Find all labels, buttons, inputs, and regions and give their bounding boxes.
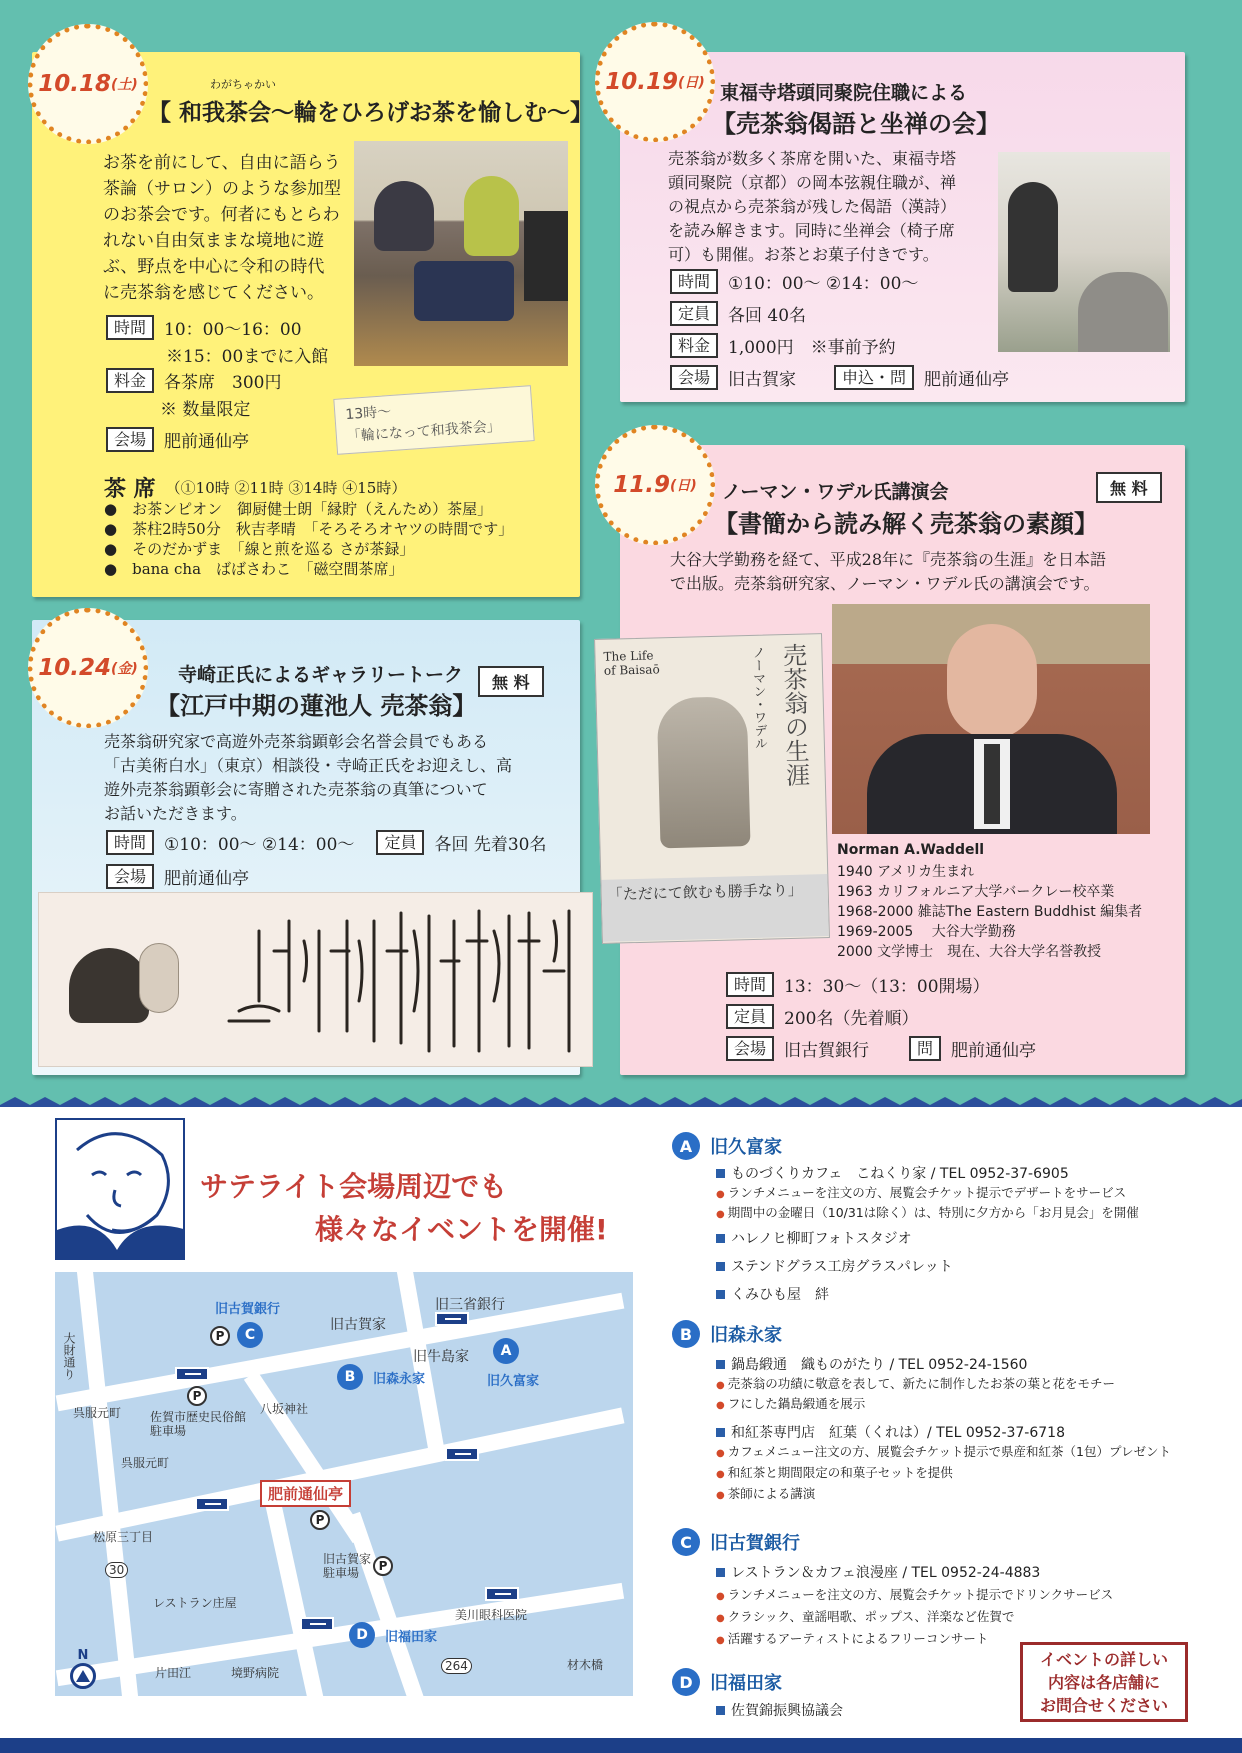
venue-a-name: 旧久富家 [710, 1137, 782, 1158]
venue-row-1019 [670, 365, 1009, 390]
date-badge-1109: 11.9 (日) [595, 425, 715, 545]
body-line: の視点から売茶翁が残した偈語（漢詩） [668, 197, 957, 216]
tea-party-photo [354, 141, 568, 366]
venue-label: 会場 [106, 427, 154, 452]
shop-note: ● 期間中の金曜日（10/31は除く）は、特別に夕方から「お月見会」を開催 [716, 1204, 1139, 1224]
q-value: 肥前通仙亭 [951, 1041, 1037, 1061]
fee-row-1019 [670, 333, 896, 358]
apply-value: 肥前通仙亭 [924, 370, 1010, 390]
promo-line-1: サテライト会場周辺でも [200, 1170, 508, 1203]
time-label: 時間 [106, 830, 154, 855]
bio-line: 1969-2005 大谷大学勤務 [837, 924, 1016, 940]
shop-note: ● カフェメニュー注文の方、展覧会チケット提示で県産和紅茶（1包）プレゼント [716, 1443, 1171, 1463]
map-label-morinaga: 旧森永家 [373, 1372, 426, 1387]
seats-head [104, 472, 406, 503]
bottom-bar [0, 1738, 1242, 1753]
cap-value: 各回 40名 [728, 306, 807, 326]
venue-a-heading [672, 1132, 782, 1160]
bio-line: 1963 カリフォルニア大学バークレー校卒業 [837, 884, 1115, 900]
notice-line: お問合せください [1039, 1696, 1168, 1715]
north-label: N [77, 1648, 89, 1663]
venue-value: 旧古賀家 [728, 370, 797, 390]
area-map [55, 1272, 633, 1696]
parking-icon: P [187, 1386, 207, 1406]
map-label-zaimoku: 材木橋 [567, 1658, 604, 1672]
direction-arrow [435, 1312, 469, 1326]
date-1018: 10.18 [38, 71, 111, 97]
title-1109: 【書簡から読み解く売茶翁の素顔】 [714, 509, 1098, 538]
north-compass-icon [63, 1648, 103, 1694]
title-1024: 【江戸中期の蓮池人 売茶翁】 [156, 691, 477, 720]
map-label-matsubara: 松原三丁目 [93, 1530, 154, 1544]
title-1019: 【売茶翁偈語と坐禅の会】 [712, 109, 1000, 138]
seat-name: 御厨健士朗「縁貯（えんため）茶屋」 [237, 500, 493, 518]
cap-row-1019 [670, 301, 806, 326]
seat-host: bana cha [132, 560, 202, 578]
map-label-fukuda: 旧福田家 [385, 1630, 438, 1645]
map-label-koga-house: 旧古賀家 [330, 1317, 386, 1333]
shop-note: ● 売茶翁の功績に敬意を表して、新たに制作したお茶の葉と花をモチー [716, 1375, 1115, 1395]
book-en-title: The Life of Baisaō [603, 648, 660, 678]
seat-host: お茶ンピオン [132, 500, 223, 518]
shop-note: ● ランチメニューを注文の方、展覧会チケット提示でドリンクサービス [716, 1586, 1113, 1606]
date-1024: 10.24 [38, 655, 111, 681]
direction-arrow [300, 1617, 334, 1631]
title-1018: 【 和我茶会～輪をひろげお茶を愉しむ～】 [148, 99, 594, 126]
venue-value: 肥前通仙亭 [164, 432, 250, 452]
venue-c-heading [672, 1528, 800, 1556]
body-line: 「古美術白水」（東京）相談役・寺崎正氏をお迎えし、高 [104, 756, 513, 775]
seat-name: 「線と煎を巡る さが茶録」 [237, 540, 415, 558]
shop-item: 和紅茶専門店 紅葉（くれは）/ TEL 0952-37-6718 [716, 1422, 1065, 1442]
venue-d-marker: D [672, 1668, 700, 1696]
map-marker-d: D [349, 1622, 375, 1648]
fee-label: 料金 [106, 368, 154, 393]
calligraphy-scroll-image [38, 892, 593, 1067]
seats-title: 茶 席 [104, 476, 156, 502]
map-label-sansho: 旧三省銀行 [435, 1297, 505, 1313]
koga-parking-label: 旧古賀家 駐車場 [323, 1552, 372, 1580]
date-badge-1019: 10.19 (日) [595, 22, 715, 142]
date-badge-1024: 10.24 (金) [28, 608, 148, 728]
direction-arrow [195, 1497, 229, 1511]
direction-arrow [445, 1447, 479, 1461]
body-line: 頭同聚院（京都）の岡本弦親住職が、禅 [668, 173, 957, 192]
fee-value: 1,000円 ※事前予約 [728, 338, 896, 358]
direction-arrow [485, 1587, 519, 1601]
parking-icon: P [310, 1510, 330, 1530]
seats-times: （①10時 ②11時 ③14時 ④15時） [165, 479, 407, 497]
time-note-1018 [166, 342, 328, 367]
shop-item: ハレノヒ柳町フォトスタジオ [716, 1228, 912, 1248]
shop-item: くみひも屋 絆 [716, 1284, 829, 1304]
map-label-katae: 片田江 [155, 1666, 192, 1680]
body-line: 売茶翁が数多く茶席を開いた、東福寺塔 [668, 149, 957, 168]
body-line: 大谷大学勤務を経て、平成28年に『売茶翁の生涯』を日本語 [670, 550, 1107, 569]
sticky-line: 「輪になって和我茶会」 [346, 418, 502, 446]
venue-label: 会場 [726, 1036, 774, 1061]
shop-item: ステンドグラス工房グラスパレット [716, 1256, 953, 1276]
body-line: お話いただきます。 [104, 804, 247, 823]
shop-note-continued: ● フにした鍋島緞通を展示 [716, 1395, 865, 1415]
map-label-tsusen: 肥前通仙亭 [260, 1480, 351, 1507]
subtitle-1109: ノーマン・ワデル氏講演会 [722, 481, 949, 503]
venue-value: 肥前通仙亭 [164, 869, 250, 889]
notice-line: 内容は各店舗に [1047, 1673, 1160, 1692]
shop-note: ● クラシック、童謡唱歌、ポップス、洋楽など佐賀で [716, 1608, 1014, 1628]
venue-d-heading [672, 1668, 782, 1696]
dow-1019: 日 [684, 75, 699, 91]
body-line: に売茶翁を感じてください。 [103, 283, 324, 303]
map-label-mikawa: 美川眼科医院 [455, 1608, 528, 1622]
notice-line: イベントの詳しい [1039, 1650, 1168, 1669]
shop-note: ● 和紅茶と期間限定の和菓子セットを提供 [716, 1464, 953, 1484]
seat-host: 茶柱2時50分 [132, 520, 221, 538]
date-badge-1018: 10.18 (土) [28, 24, 148, 144]
waddell-portrait-photo [832, 604, 1150, 834]
cap-value: 各回 先着30名 [434, 835, 547, 855]
body-line: 売茶翁研究家で高遊外売茶翁顕彰会名誉会員でもある [104, 732, 489, 751]
body-line: お茶を前にして、自由に語らう [103, 153, 341, 173]
shop-note: ● 茶師による講演 [716, 1485, 815, 1505]
venue-label: 会場 [106, 864, 154, 889]
apply-label: 申込・問 [834, 365, 914, 390]
cap-label: 定員 [670, 301, 718, 326]
cap-row-1109 [726, 1004, 918, 1029]
venue-b-name: 旧森永家 [710, 1325, 782, 1346]
seat-host: そのだかずま [132, 540, 223, 558]
monk-lecture-photo [998, 152, 1170, 352]
seat-name: ばばさわこ 「磁空間茶席」 [216, 560, 404, 578]
date-1019: 10.19 [605, 69, 678, 95]
free-badge-1024: 無 料 [478, 666, 544, 697]
body-1109 [670, 548, 1180, 596]
bio-line: 2000 文学博士 現在、大谷大学名誉教授 [837, 944, 1102, 960]
venue-b-heading [672, 1320, 782, 1348]
body-line: のお茶会です。何者にもとらわ [103, 205, 340, 225]
fee-note-1018 [160, 395, 250, 420]
body-1019 [668, 147, 998, 267]
time-value: ①10：00～ ②14：00～ [164, 835, 355, 855]
free-badge-1109: 無 料 [1096, 472, 1162, 503]
waddell-bio [837, 862, 1142, 962]
body-line: 遊外売茶翁顕彰会に寄贈された売茶翁の真筆について [104, 780, 488, 799]
body-1018 [103, 150, 353, 306]
venue-a-marker: A [672, 1132, 700, 1160]
seat-item: ● お茶ンピオン 御厨健士朗「縁貯（えんため）茶屋」 [104, 500, 493, 518]
body-line: ぶ、野点を中心に令和の時代 [103, 257, 325, 277]
seat-item: ● bana cha ばばさわこ 「磁空間茶席」 [104, 560, 404, 578]
time-row-1019 [670, 269, 918, 294]
book-jp-title: 売茶翁の生涯 [778, 642, 810, 788]
body-line: 可）も開催。お茶とお菓子付きです。 [668, 245, 939, 264]
subtitle-1019: 東福寺塔頭同聚院住職による [720, 82, 968, 104]
time-value: 13：30～（13：00開場） [784, 977, 990, 997]
fee-label: 料金 [670, 333, 718, 358]
waddell-name: Norman A.Waddell [837, 842, 985, 858]
dow-1109: 日 [676, 478, 691, 494]
venue-c-name: 旧古賀銀行 [710, 1533, 800, 1554]
direction-arrow [175, 1367, 209, 1381]
time-row-1018 [106, 315, 302, 340]
venue-d-name: 旧福田家 [710, 1673, 782, 1694]
time-value: ①10：00～ ②14：00～ [728, 274, 919, 294]
ruby-1018: わがちゃかい [210, 78, 276, 91]
body-line: 茶論（サロン）のような参加型 [103, 179, 341, 199]
body-1024 [104, 730, 574, 826]
venue-row-1109 [726, 1036, 1036, 1061]
map-label-kutomi: 旧久富家 [487, 1374, 540, 1389]
map-label-sakaino: 境野病院 [231, 1666, 280, 1680]
time-label: 時間 [726, 972, 774, 997]
seat-item: ● 茶柱2時50分 秋吉孝晴 「そろそろオヤツの時間です」 [104, 520, 514, 538]
map-label-yasaka: 八坂神社 [260, 1402, 309, 1416]
date-1109: 11.9 [613, 472, 670, 498]
fee-note: ※ 数量限定 [160, 400, 251, 420]
venue-value: 旧古賀銀行 [784, 1041, 870, 1061]
map-label-ushijima: 旧牛島家 [413, 1349, 469, 1365]
time-label: 時間 [106, 315, 154, 340]
map-label-shoya: レストラン庄屋 [153, 1596, 237, 1610]
map-label-gofuku-1: 呉服元町 [73, 1406, 122, 1420]
venue-label: 会場 [670, 365, 718, 390]
museum-label: 佐賀市歴史民俗館 駐車場 [150, 1410, 247, 1438]
map-label-gofuku-2: 呉服元町 [121, 1456, 170, 1470]
time-label: 時間 [670, 269, 718, 294]
time-value: 10：00～16：00 [164, 320, 302, 340]
parking-icon: P [210, 1326, 230, 1346]
book-cover-image [594, 633, 830, 944]
subtitle-1024: 寺崎正氏によるギャラリートーク [178, 664, 464, 686]
map-label-koga-bank: 旧古賀銀行 [215, 1302, 281, 1317]
sticky-line: 13時～ [344, 403, 392, 424]
bio-line: 1968-2000 雑誌The Eastern Buddhist 編集者 [837, 904, 1143, 920]
venue-row-1024 [106, 864, 249, 889]
map-marker-a: A [493, 1338, 519, 1364]
cap-label: 定員 [726, 1004, 774, 1029]
fee-value: 各茶席 300円 [164, 373, 282, 393]
map-label-koga-parking [323, 1552, 371, 1580]
body-line: れない自由気ままな境地に遊 [103, 231, 324, 251]
baisao-portrait-illustration [55, 1118, 185, 1260]
book-author: ノーマン・ワデル [749, 645, 767, 750]
shop-note-continued: ● 活躍するアーティストによるフリーコンサート [716, 1630, 988, 1650]
shop-note: ● ランチメニューを注文の方、展覧会チケット提示でデザートをサービス [716, 1184, 1126, 1204]
time-note: ※15：00までに入館 [166, 347, 329, 367]
shop-item: 佐賀錦振興協議会 [716, 1700, 843, 1720]
promo-line-2: 様々なイベントを開催! [315, 1213, 608, 1246]
route-30-sign: 30 [105, 1562, 128, 1578]
map-marker-b: B [337, 1364, 363, 1390]
cap-label: 定員 [376, 830, 424, 855]
seat-item: ● そのだかずま 「線と煎を巡る さが茶録」 [104, 540, 415, 558]
venue-row-1018 [106, 427, 249, 452]
shop-item: レストラン＆カフェ浪漫座 / TEL 0952-24-4883 [716, 1562, 1040, 1582]
venue-b-marker: B [672, 1320, 700, 1348]
book-band-text: 「ただにて飲むも勝手なり」 [601, 874, 830, 942]
shop-item: 鍋島緞通 織ものがたり / TEL 0952-24-1560 [716, 1354, 1027, 1374]
shop-item: ものづくりカフェ こねくり家 / TEL 0952-37-6905 [716, 1163, 1069, 1183]
bio-line: 1940 アメリカ生まれ [837, 864, 975, 880]
body-line: を読み解きます。同時に坐禅会（椅子席 [668, 221, 955, 240]
fee-row-1018 [106, 368, 281, 393]
time-row-1024 [106, 830, 547, 855]
dow-1018: 土 [117, 77, 132, 93]
body-line: で出版。売茶翁研究家、ノーマン・ワデル氏の講演会です。 [670, 574, 1100, 593]
q-label: 問 [909, 1036, 941, 1061]
venue-c-marker: C [672, 1528, 700, 1556]
parking-icon: P [373, 1556, 393, 1576]
map-marker-c: C [237, 1322, 263, 1348]
map-label-road: 大財通り [62, 1332, 76, 1380]
cap-value: 200名（先着順） [784, 1009, 919, 1029]
dow-1024: 金 [117, 661, 132, 677]
map-label-museum [150, 1410, 246, 1438]
seat-name: 秋吉孝晴 「そろそろオヤツの時間です」 [235, 520, 514, 538]
route-264-sign: 264 [441, 1658, 472, 1674]
time-row-1109 [726, 972, 990, 997]
contact-notice-box [1020, 1642, 1188, 1722]
